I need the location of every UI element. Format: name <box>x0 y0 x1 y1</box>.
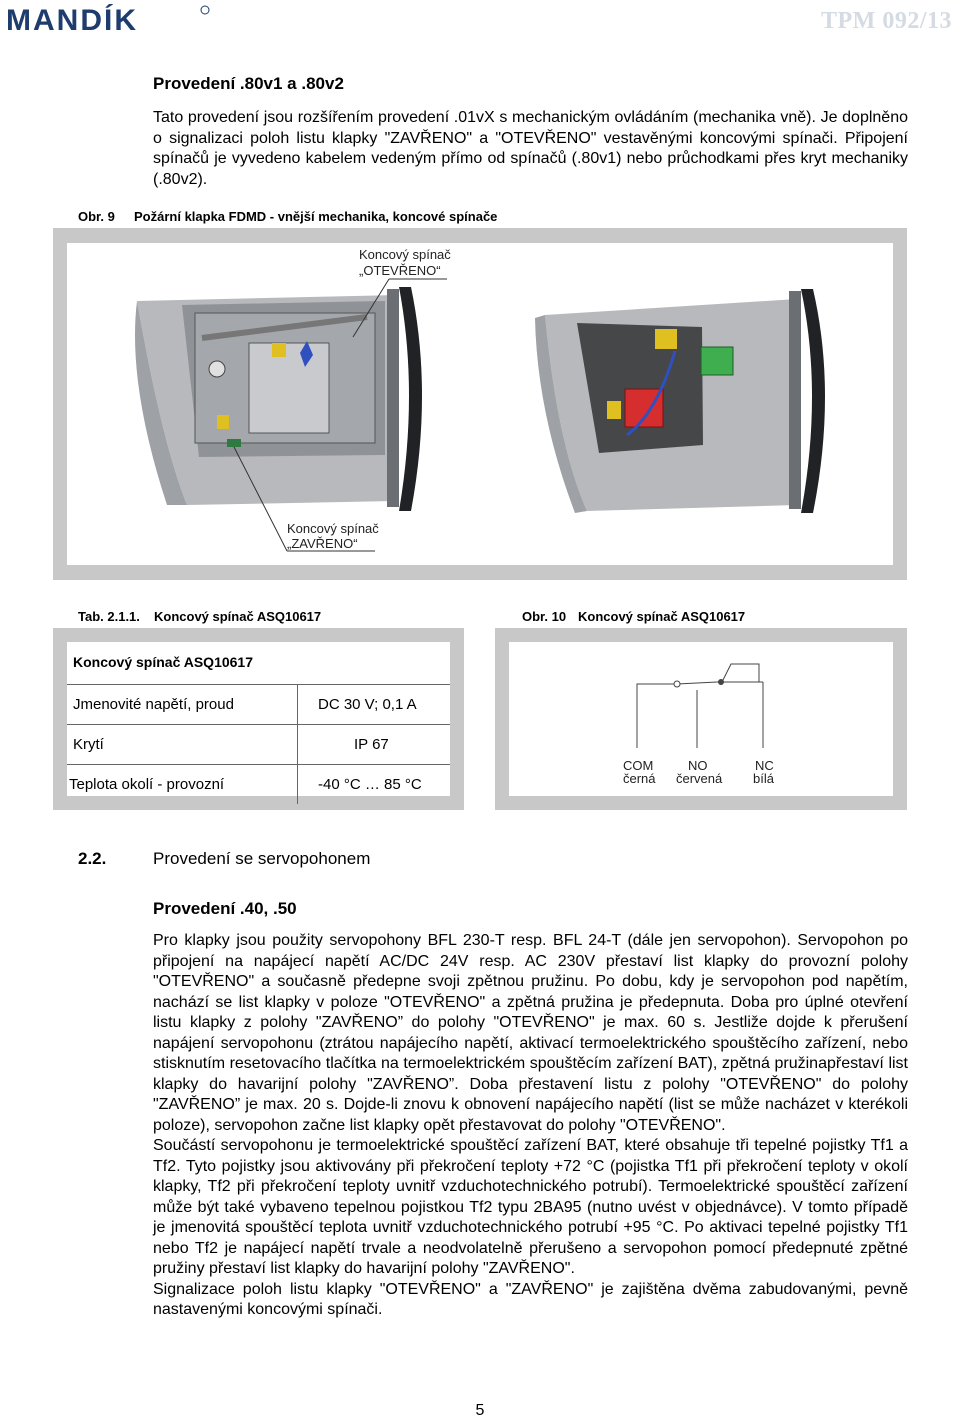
row-label-protection: Krytí <box>67 725 298 765</box>
figure-9-frame <box>53 228 907 580</box>
row-label-temperature: Teplota okolí - provozní <box>67 765 298 805</box>
section-80-text: Tato provedení jsou rozšířením provedení .01vX s mechanickým ovládáním (mechanika vně). Je doplněno o signalizaci poloh listu klapky "ZAVŘENO" a "OTEVŘENO" vestavěnými koncovými spínači. Připojení spínačů je vyvedeno kabelem vedeným přímo od spínačů (.80v1) nebo průchodkami přes kryt mechaniky (.80v2). <box>153 109 908 188</box>
table-211 <box>67 642 450 796</box>
terminal-nc-name: NC <box>755 758 774 773</box>
table-211-caption-text: Koncový spínač ASQ10617 <box>154 609 322 624</box>
table-211-title: Koncový spínač ASQ10617 <box>73 654 254 670</box>
figure-9-image <box>67 243 893 565</box>
section-22-paragraph-2: Součástí servopohonu je termoelektrické spouštěcí zařízení BAT, které obsahuje tři tepelné pojistky Tf1 a Tf2. Tyto pojistky jsou aktivovány při překročení teploty +72 °C (pojistka Tf1 při překročení teploty v okolí klapky, Tf2 při překročení teploty uvnitř vzduchotechnického potrubí). Termoelektrické spouštěcí zařízení může být také vybaveno tepelnou pojistkou Tf2 typu 2BA95 (nutno uvést v objednávce). V tomto případě je jmenovitá spouštěcí teplota uvnitř vzduchotechnického potrubí +95 °C. Po aktivaci tepelné pojistky Tf1 nebo Tf2 je napájecí napětí trvale a neodvolatelně přerušeno a servopohon pomocí předepnuté zpětné pružiny přestaví list klapky do havarijní polohy "ZAVŘENO". <box>153 1137 908 1277</box>
damper-left <box>135 287 422 511</box>
section-80-title: Provedení .80v1 a .80v2 <box>153 74 344 93</box>
table-211-number: Tab. 2.1.1. <box>78 609 140 624</box>
damper-right <box>535 289 825 513</box>
row-value-temperature: -40 °C … 85 °C <box>298 765 451 805</box>
table-211-caption <box>78 609 321 624</box>
document-number: TPM 092/13 <box>821 8 952 34</box>
terminal-no-name: NO <box>688 758 708 773</box>
figure-10-frame <box>495 628 907 810</box>
terminal-no-color: červená <box>676 771 723 786</box>
section-22-subtitle: Provedení .40, .50 <box>153 899 297 918</box>
row-value-protection: IP 67 <box>298 725 451 765</box>
table-211-frame <box>53 628 464 810</box>
table-row <box>67 765 450 805</box>
label-closed-line2: „ZAVŘENO“ <box>287 536 358 551</box>
figure-9-caption <box>78 209 497 224</box>
spec-table <box>67 684 450 804</box>
row-value-voltage: DC 30 V; 0,1 A <box>298 685 451 725</box>
terminal-nc-color: bílá <box>753 771 774 786</box>
logo-text: MANDÍK <box>6 4 138 34</box>
table-row <box>67 725 450 765</box>
switch-schematic <box>509 642 893 796</box>
section-22-heading <box>78 849 370 869</box>
section-22-paragraph-3: Signalizace poloh listu klapky "OTEVŘENO" a "ZAVŘENO" je zajištěna dvěma zabudovanými, pevně nastavenými koncovými spínači. <box>153 1280 908 1318</box>
page-number: 5 <box>475 1402 485 1419</box>
mandik-logo <box>6 4 211 34</box>
label-open-line1: Koncový spínač <box>359 247 451 262</box>
section-22-number: 2.2. <box>78 849 107 868</box>
section-22-title: Provedení se servopohonem <box>153 849 371 868</box>
figure-10-number: Obr. 10 <box>522 609 567 624</box>
section-22-body <box>153 931 908 1321</box>
damper-illustration <box>67 243 893 565</box>
mandik-logo-graphic <box>6 4 211 34</box>
figure-9-caption-text: Požární klapka FDMD - vnější mechanika, koncové spínače <box>134 209 498 224</box>
terminal-com-color: černá <box>623 771 656 786</box>
table-row <box>67 685 450 725</box>
section-80-paragraph <box>153 108 908 190</box>
label-open-line2: „OTEVŘENO“ <box>359 263 441 278</box>
terminal-com-name: COM <box>623 758 654 773</box>
figure-10-caption <box>522 609 745 624</box>
figure-10-schematic <box>509 642 893 796</box>
figure-9-number: Obr. 9 <box>78 209 115 224</box>
label-closed-line1: Koncový spínač <box>287 521 379 536</box>
row-label-voltage: Jmenovité napětí, proud <box>67 685 298 725</box>
section-22-paragraph-1: Pro klapky jsou použity servopohony BFL 230-T resp. BFL 24-T (dále jen servopohon). Servopohon po připojení na napájecí napětí AC/DC 24V resp. AC 230V přestaví list klapky do provozní polohy "OTEVŘENO" a současně předepne svoji zpětnou pružinu. Po dobu, kdy je servopohon pod napětím, nachází se list klapky v poloze "OTEVŘENO" a zpětná pružina je předepnuta. Doba pro úplné otevření listu klapky z polohy "ZAVŘENO” do polohy "OTEVŘENO" je max. 60 s. Jestliže dojde k přerušení napájení servopohonu (ztrátou napájecího napětí, aktivací termoelektrického spouštěcího zařízení, nebo stisknutím resetovacího tlačítka na termoelektrickém spouštěcím zařízení BAT), zpětná pružinapřestaví list klapky do havarijní polohy "ZAVŘENO”. Doba přestavení listu z polohy "OTEVŘENO" do polohy "ZAVŘENO” je max. 20 s. Dojde-li znovu k obnovení napájecího napětí (list se může nacházet v kterékoli poloze), servopohon začne list klapky opět přestavovat do polohy "OTEVŘENO". <box>153 932 908 1134</box>
figure-10-caption-text: Koncový spínač ASQ10617 <box>578 609 746 624</box>
